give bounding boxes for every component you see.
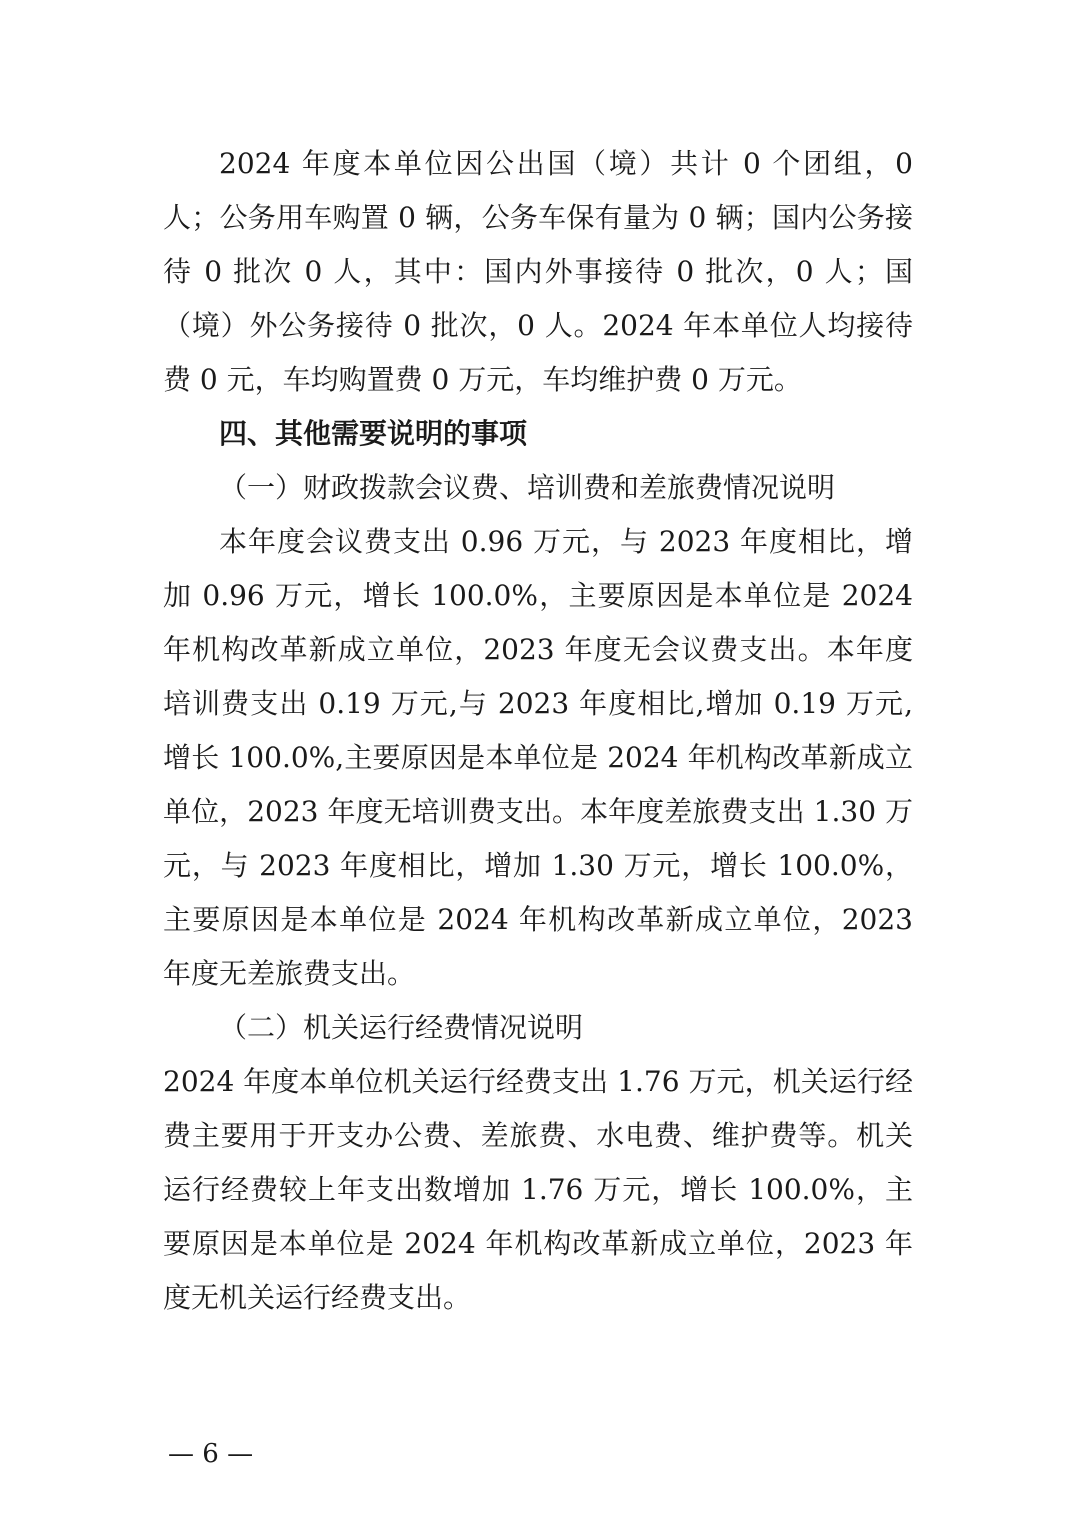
section-4-heading: 四、其他需要说明的事项 bbox=[219, 417, 528, 450]
document-body bbox=[163, 137, 913, 1325]
page-number: — 6 — bbox=[168, 1439, 254, 1469]
paragraph-operating-expenses: 2024 年度本单位机关运行经费支出 1.76 万元，机关运行经费主要用于开支办公费、差旅费、水电费、维护费等。机关运行经费较上年支出数增加 1.76 万元，增长 100.0%，主要原因是本单位是 2024 年机构改革新成立单位，2023 年度无机关运行经费支出。 bbox=[163, 1065, 913, 1314]
subsection-2-heading: （二）机关运行经费情况说明 bbox=[219, 1011, 584, 1044]
paragraph-meeting-training-travel-expenses: 本年度会议费支出 0.96 万元，与 2023 年度相比，增加 0.96 万元，增长 100.0%，主要原因是本单位是 2024 年机构改革新成立单位，2023 年度无会议费支出。本年度培训费支出 0.19 万元,与 2023 年度相比,增加 0.19 万元,增长 100.0%,主要原因是本单位是 2024 年机构改革新成立单位，2023 年度无培训费支出。本年度差旅费支出 1.30 万元，与 2023 年度相比，增加 1.30 万元，增长 100.0%，主要原因是本单位是 2024 年机构改革新成立单位，2023 年度无差旅费支出。 bbox=[163, 525, 913, 990]
subsection-1-heading: （一）财政拨款会议费、培训费和差旅费情况说明 bbox=[219, 471, 836, 504]
paragraph-foreign-trips-and-reception: 2024 年度本单位因公出国（境）共计 0 个团组，0 人；公务用车购置 0 辆，公务车保有量为 0 辆；国内公务接待 0 批次 0 人，其中：国内外事接待 0 批次，0 人；国（境）外公务接待 0 批次，0 人。2024 年本单位人均接待费 0 元，车均购置费 0 万元，车均维护费 0 万元。 bbox=[163, 147, 913, 396]
